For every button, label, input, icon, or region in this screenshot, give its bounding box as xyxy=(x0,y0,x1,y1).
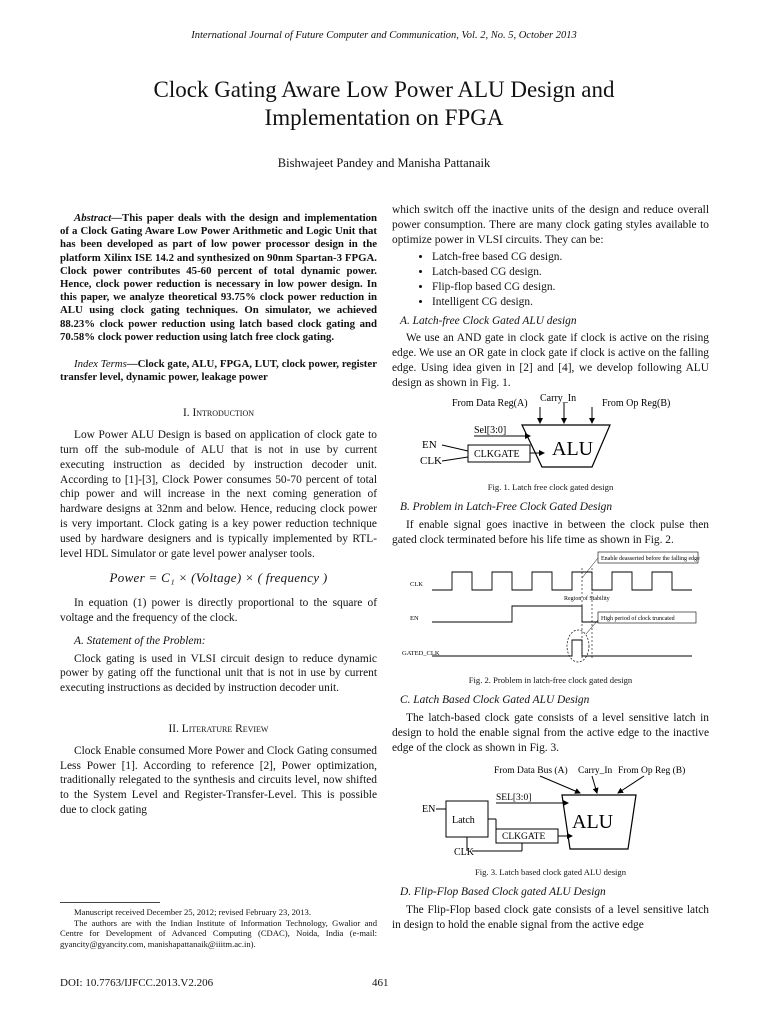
statement-paragraph: Clock gating is used in VLSI circuit design to reduce dynamic power by gating off the functional unit that is not in use by current executing instructions as decided by instruction decoder unit. xyxy=(60,652,377,695)
fig3-label-clk: CLK xyxy=(454,847,474,859)
doi: DOI: 10.7763/IJFCC.2013.V2.206 xyxy=(60,977,214,989)
fig2-label-en: EN xyxy=(410,614,419,622)
fig1-alu-label: ALU xyxy=(552,437,594,460)
flipflop-paragraph: The Flip-Flop based clock gate consists of a level sensitive latch in design to hold the enable signal from the active edge xyxy=(392,903,709,931)
index-terms-label: Index Terms xyxy=(74,358,127,371)
subsection-problem-heading: B. Problem in Latch-Free Clock Gated Design xyxy=(400,501,613,514)
footnote-rule xyxy=(60,902,160,903)
fig2-annotation-1: Enable deasserted before the falling edge xyxy=(601,555,700,562)
footnote xyxy=(60,907,377,949)
fig1-label-sel: Sel[3:0] xyxy=(474,424,507,436)
fig1-label-from-b: From Op Reg(B) xyxy=(602,397,671,409)
right-column xyxy=(392,203,709,932)
fig1-label-en: EN xyxy=(422,438,437,451)
problem-paragraph: If enable signal goes inactive in between the clock pulse then gated clock terminated before his life time as shown in Fig. 2. xyxy=(392,518,709,546)
fig1-label-clk: CLK xyxy=(420,454,442,467)
title-line-2: Implementation on FPGA xyxy=(264,105,504,130)
fig3-label-carry: Carry_In xyxy=(578,766,613,777)
fig2-clk-waveform xyxy=(432,572,692,590)
figure-1-caption: Fig. 1. Latch free clock gated design xyxy=(487,482,614,493)
latch-based-paragraph: The latch-based clock gate consists of a level sensitive latch in design to hold the enable signal from the active edge to the inactive edge of the clock as shown in Fig. 3. xyxy=(392,711,709,754)
literature-paragraph: Clock Enable consumed More Power and Clock Gating consumed Less Power [1]. According to reference [2], Power optimization, traditionally relegated to the synthesis and circuits level, now shifted to the System Level and Register-Transfer-Level. This is possible due to clock gating xyxy=(60,744,377,816)
section-heading-literature: II. Literature Review xyxy=(168,722,269,735)
left-column xyxy=(60,212,377,818)
continuation-paragraph: which switch off the inactive units of the design and reduce overall power consumption. There are many clock gating styles available to optimize power in VLSI circuits. They can be: xyxy=(392,204,709,246)
fig2-gated-waveform xyxy=(432,640,692,656)
figure-1-diagram xyxy=(392,393,709,475)
figure-3 xyxy=(392,763,709,880)
fig1-label-from-a: From Data Reg(A) xyxy=(452,397,528,409)
subsection-latch-free-heading: A. Latch-free Clock Gated ALU design xyxy=(400,314,577,327)
page-number: 461 xyxy=(372,977,389,989)
list-item: • Latch-based CG design. xyxy=(432,265,709,280)
fig2-label-clk: CLK xyxy=(410,580,423,588)
fig3-latch-label: Latch xyxy=(452,815,475,827)
cg-styles-list xyxy=(392,250,709,309)
index-terms-text: —Clock gate, ALU, FPGA, LUT, clock power, register transfer level, dynamic power, leakage power xyxy=(60,358,377,384)
subsection-statement-heading: A. Statement of the Problem: xyxy=(74,634,206,647)
fig2-label-gated: GATED_CLK xyxy=(402,649,440,657)
list-item: • Intelligent CG design. xyxy=(432,295,709,310)
latch-free-paragraph: We use an AND gate in clock gate if clock is active on the rising edge. We use an OR gate in clock gate if clock is active on the falling edge. Using idea given in [2] and [4], we develop following ALU design as shown in Fig. 1. xyxy=(392,332,709,389)
figure-2 xyxy=(392,550,709,689)
subsection-flipflop-heading: D. Flip-Flop Based Clock gated ALU Design xyxy=(400,885,606,898)
list-item: • Latch-free based CG design. xyxy=(432,250,709,265)
figure-3-diagram xyxy=(392,763,709,859)
list-item: • Flip-flop based CG design. xyxy=(432,280,709,295)
figure-2-timing-diagram xyxy=(392,550,709,668)
footnote-authors: The authors are with the Indian Institute of Information Technology, Gwalior and Centre for Development of Advanced Computing (CDAC), Noida, India (e-mail: gyancity@gyancity.com, manishapattanaik@iiitm.ac.in). xyxy=(60,917,377,949)
abstract xyxy=(60,212,377,384)
section-heading-introduction: I. Introduction xyxy=(182,407,255,420)
figure-1 xyxy=(392,393,709,496)
fig2-annotation-3: High period of clock truncated xyxy=(601,615,675,622)
authors: Bishwajeet Pandey and Manisha Pattanaik xyxy=(277,156,491,170)
equation-paragraph: In equation (1) power is directly proportional to the square of voltage and the frequency of the clock. xyxy=(60,597,377,624)
fig1-clkgate-label: CLKGATE xyxy=(474,448,520,460)
power-equation: Power = C₁ × (Voltage) × ( frequency ) xyxy=(109,570,328,586)
fig3-alu-label: ALU xyxy=(572,811,614,834)
subsection-latch-based-heading: C. Latch Based Clock Gated ALU Design xyxy=(400,694,590,707)
abstract-text: —This paper deals with the design and implementation of a Clock Gating Aware Low Power Arithmetic and Logic Unit that has been developed as part of low power processor design in the platform Xilinx ISE 14.2 and synthesized on 90nm Spartan-3 FPGA. Clock power contributes 45-60 percent of total dynamic power. Hence, clock power reduction is necessary in low power design. In this paper, we analyze theoretical 93.75% clock power reduction in ALU using clock gating techniques. On simulator, we achieved 88.23% clock power reduction using latch based clock gating and 70.58% clock power reduction using latch free clock gating. xyxy=(60,212,377,343)
fig3-label-from-b: From Op Reg (B) xyxy=(618,766,686,777)
journal-header: International Journal of Future Computer and Communication, Vol. 2, No. 5, October 2013 xyxy=(191,30,577,41)
paper-title xyxy=(60,76,708,132)
fig2-annotation-2: Region of Stability xyxy=(564,595,610,602)
fig3-label-en: EN xyxy=(422,804,436,816)
fig3-label-from-a: From Data Bus (A) xyxy=(494,766,568,777)
fig1-label-carry: Carry_In xyxy=(540,392,577,404)
fig3-label-sel: SEL[3:0] xyxy=(496,793,532,804)
footnote-received: Manuscript received December 25, 2012; revised February 23, 2013. xyxy=(74,907,311,917)
intro-paragraph: Low Power ALU Design is based on application of clock gate to turn off the sub-module of ALU that is not in use by current executing instruction as decided by instruction decoder unit. According to [1]-[3], Clock Power consumes 50-70 percent of total chip power and will increase in the next coming generation of hardware designs at 32nm and below. Hence, reducing clock power is very important. Clock gating is a key power reduction technique used by hardware designers and is typically implemented by RTL-level HDL Simulator or gate level power analyser tools. xyxy=(60,429,377,560)
figure-3-caption: Fig. 3. Latch based clock gated ALU design xyxy=(474,867,627,878)
title-line-1: Clock Gating Aware Low Power ALU Design and xyxy=(153,77,615,102)
abstract-label: Abstract xyxy=(74,212,112,224)
fig3-clkgate-label: CLKGATE xyxy=(502,832,546,843)
figure-2-caption: Fig. 2. Problem in latch-free clock gated design xyxy=(468,675,633,686)
